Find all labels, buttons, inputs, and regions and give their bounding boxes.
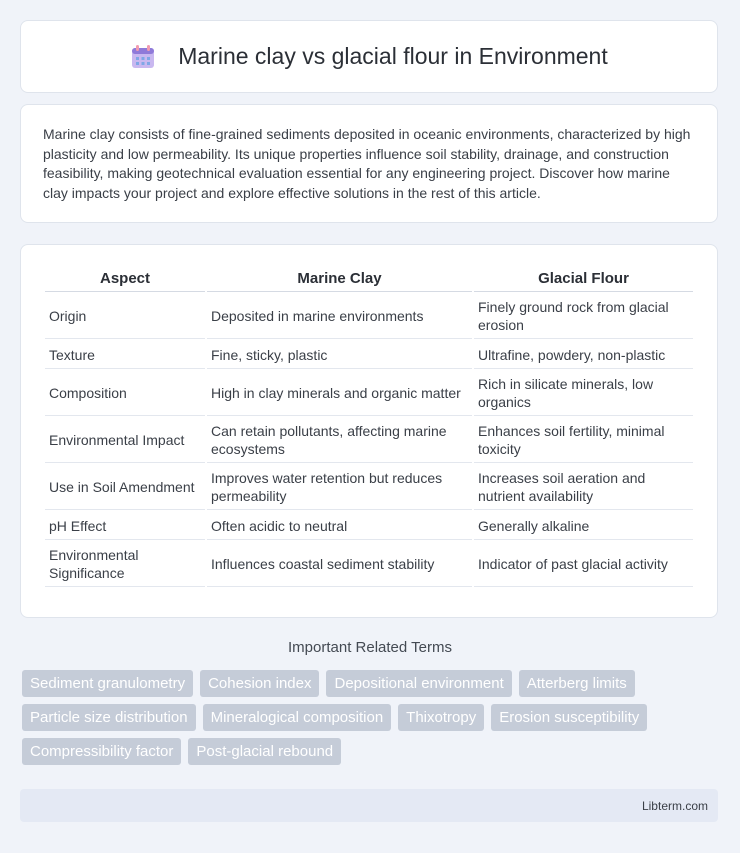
related-term-tag[interactable]: Atterberg limits (519, 670, 635, 697)
table-row (45, 418, 693, 463)
table-cell: Ultrafine, powdery, non-plastic (474, 341, 693, 369)
table-cell: Composition (45, 371, 205, 416)
table-cell: Influences coastal sediment stability (207, 542, 472, 587)
table-cell: Fine, sticky, plastic (207, 341, 472, 369)
page-title: Marine clay vs glacial flour in Environment (178, 43, 608, 69)
column-header: Glacial Flour (474, 265, 693, 292)
table-cell: Increases soil aeration and nutrient availability (474, 465, 693, 510)
related-term-tag[interactable]: Particle size distribution (22, 704, 196, 731)
comparison-table-card (20, 244, 718, 618)
header-card (20, 20, 718, 93)
table-row (45, 512, 693, 540)
table-row (45, 371, 693, 416)
table-row (45, 465, 693, 510)
table-cell: Indicator of past glacial activity (474, 542, 693, 587)
table-row (45, 294, 693, 339)
table-cell: Environmental Significance (45, 542, 205, 587)
table-cell: High in clay minerals and organic matter (207, 371, 472, 416)
related-terms-title: Important Related Terms (288, 639, 452, 656)
table-cell: Often acidic to neutral (207, 512, 472, 540)
table-cell: pH Effect (45, 512, 205, 540)
table-cell: Texture (45, 341, 205, 369)
table-cell: Environmental Impact (45, 418, 205, 463)
table-row (45, 341, 693, 369)
related-term-tag[interactable]: Depositional environment (326, 670, 511, 697)
related-terms-list (22, 670, 722, 772)
related-term-tag[interactable]: Mineralogical composition (203, 704, 392, 731)
table-cell: Improves water retention but reduces permeability (207, 465, 472, 510)
related-term-tag[interactable]: Sediment granulometry (22, 670, 193, 697)
intro-card (20, 104, 718, 223)
related-term-tag[interactable]: Thixotropy (398, 704, 484, 731)
footer-site-link[interactable]: Libterm.com (641, 798, 708, 813)
related-term-tag[interactable]: Post-glacial rebound (188, 738, 341, 765)
table-cell: Finely ground rock from glacial erosion (474, 294, 693, 339)
table-cell: Deposited in marine environments (207, 294, 472, 339)
table-header-row (45, 265, 693, 292)
table-cell: Rich in silicate minerals, low organics (474, 371, 693, 416)
table-cell: Can retain pollutants, affecting marine ecosystems (207, 418, 472, 463)
related-term-tag[interactable]: Erosion susceptibility (491, 704, 647, 731)
table-cell: Use in Soil Amendment (45, 465, 205, 510)
table-cell: Generally alkaline (474, 512, 693, 540)
related-term-tag[interactable]: Cohesion index (200, 670, 319, 697)
comparison-table (43, 263, 695, 589)
table-row (45, 542, 693, 587)
column-header: Marine Clay (207, 265, 472, 292)
table-cell: Origin (45, 294, 205, 339)
related-term-tag[interactable]: Compressibility factor (22, 738, 181, 765)
table-cell: Enhances soil fertility, minimal toxicity (474, 418, 693, 463)
footer (20, 789, 718, 822)
calendar-icon (130, 44, 156, 70)
column-header: Aspect (45, 265, 205, 292)
intro-text: Marine clay consists of fine-grained sediments deposited in oceanic environments, characterized by high plasticity and low permeability. Its unique properties influence soil stability, drainage, and construction feasibility, making geotechnical evaluation essential for any engineering project. Discover how marine clay impacts your project and explore effective solutions in the rest of this article. (43, 126, 691, 201)
